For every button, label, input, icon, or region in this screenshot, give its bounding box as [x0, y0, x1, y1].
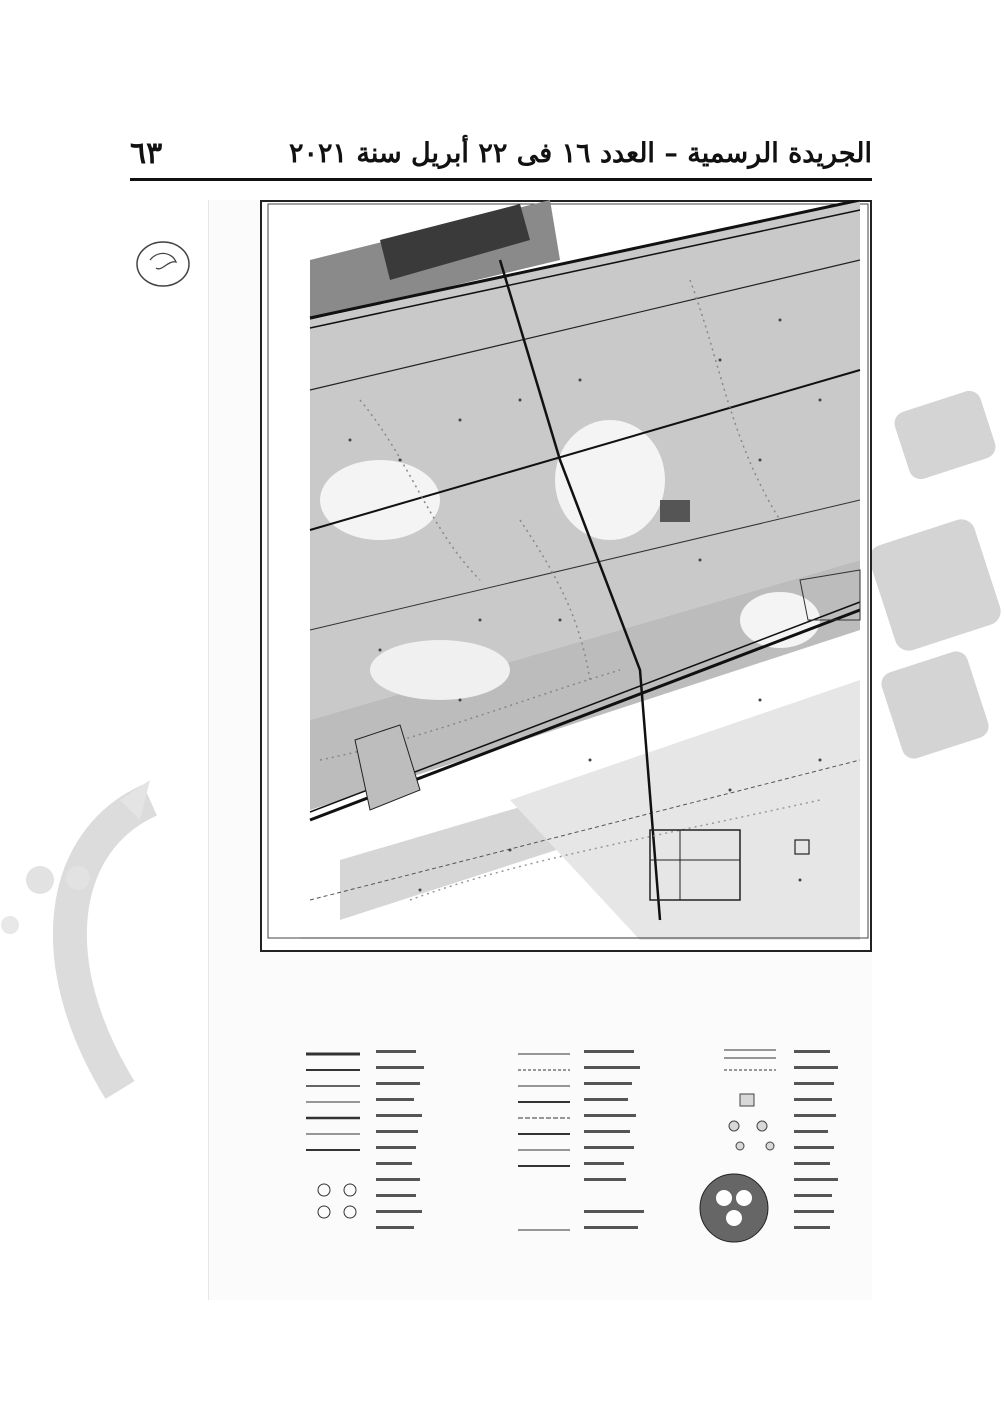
cadastral-map: [260, 200, 872, 952]
handwritten-stamp: [128, 232, 198, 292]
scale-label: [766, 984, 826, 996]
map-legend: [300, 1040, 872, 1270]
page-number: ٦٣: [130, 135, 163, 171]
watermark-stamp-text: [860, 380, 1004, 800]
page-header: [130, 126, 872, 180]
watermark-logo: [0, 760, 160, 1100]
legend-footnote: [330, 1258, 790, 1276]
page-title: الجريدة الرسمية – العدد ١٦ فى ٢٢ أبريل سنة ٢٠٢١: [288, 137, 872, 169]
header-rule: [130, 178, 872, 181]
